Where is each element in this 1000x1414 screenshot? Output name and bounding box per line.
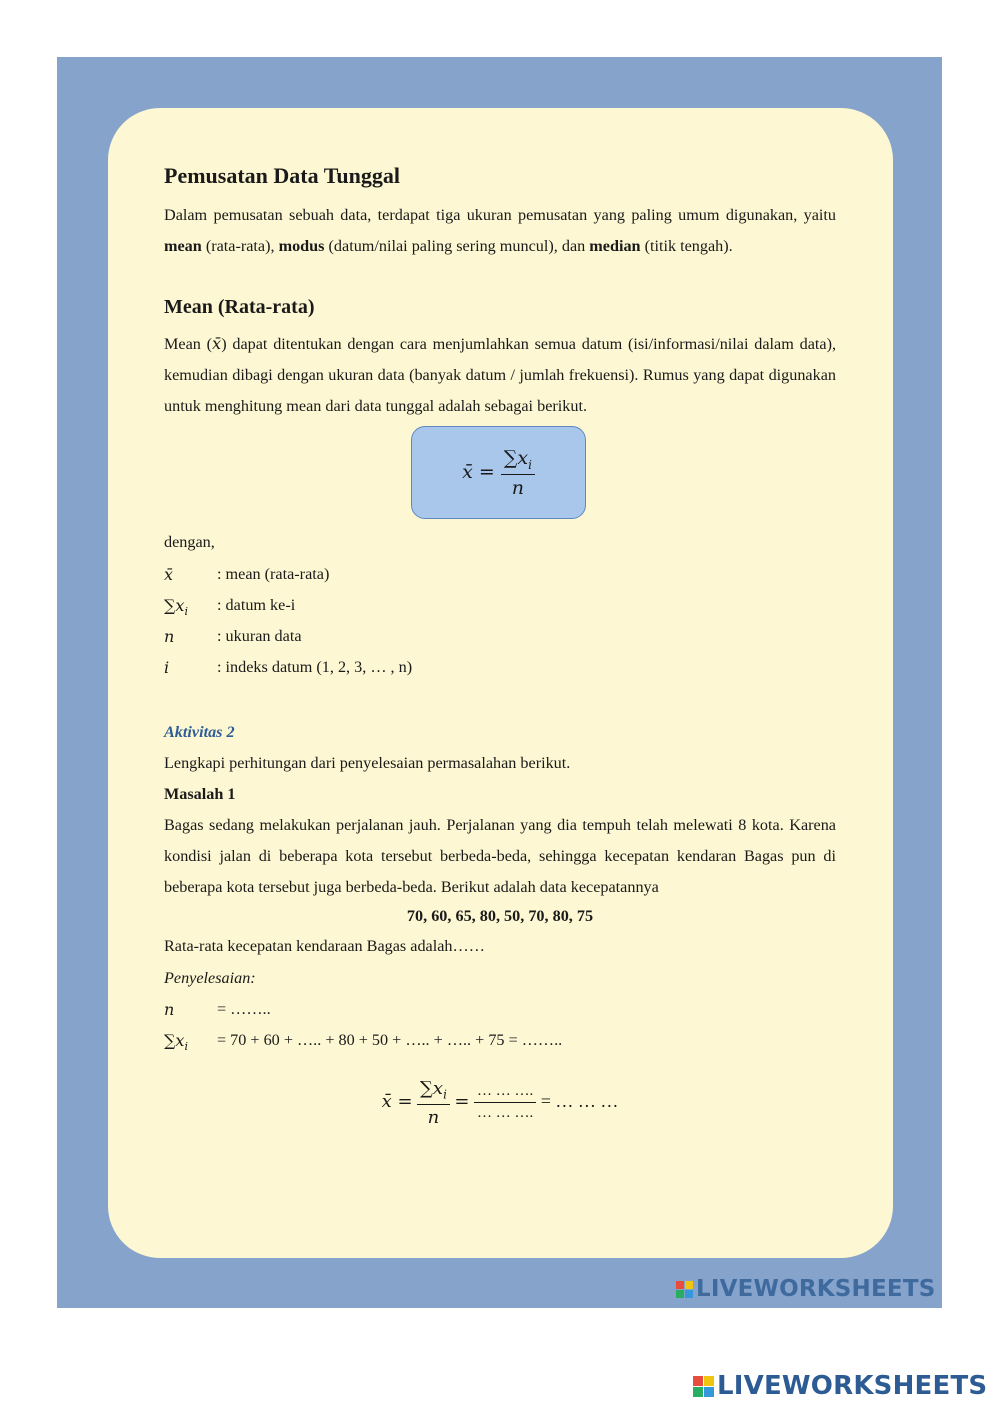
liveworksheets-logo-icon [676, 1281, 693, 1298]
solution-sum-line[interactable]: = 70 + 60 + ….. + 80 + 50 + ….. + ….. + 75 = …….. [217, 1031, 563, 1049]
problem-title: Masalah 1 [164, 785, 236, 803]
solution-n-line[interactable]: = …….. [217, 1000, 271, 1018]
def-symbol-mean: x̄ [164, 565, 174, 584]
activity-title: Aktivitas 2 [164, 723, 235, 741]
def-desc-mean: : mean (rata-rata) [217, 565, 330, 583]
def-desc-n: : ukuran data [217, 627, 302, 645]
intro-paragraph: Dalam pemusatan sebuah data, terdapat tiga ukuran pemusatan yang paling umum digunakan, yaitu mean (rata-rata), modus (datum/nilai paling sering muncul), dan median (titik tengah). [164, 206, 836, 255]
liveworksheets-logo-footer[interactable]: LIVEWORKSHEETS [693, 1371, 987, 1401]
blank-fraction[interactable]: $\frac{\dots \dots \dots.}{\dots \dots \dots.}$ [474, 1083, 536, 1122]
question-text: Rata-rata kecepatan kendaraan Bagas adalah…… [164, 937, 485, 955]
solution-sum-symbol: $\sum x_i$ [164, 1031, 188, 1054]
mean-heading: Mean (Rata-rata) [164, 296, 315, 318]
term-median: median [589, 237, 641, 255]
mean-formula-box [411, 426, 586, 519]
solution-label: Penyelesaian: [164, 969, 256, 987]
definitions-intro: dengan, [164, 533, 215, 551]
def-symbol-i: i [164, 658, 170, 677]
liveworksheets-logo-icon [693, 1376, 714, 1397]
activity-instruction: Lengkapi perhitungan dari penyelesaian permasalahan berikut. [164, 754, 571, 772]
final-result-blank[interactable]: = … … … [540, 1090, 619, 1111]
def-desc-i: : indeks datum (1, 2, 3, … , n) [217, 658, 413, 676]
problem-text: Bagas sedang melakukan perjalanan jauh. Perjalanan yang dia tempuh telah melewati 8 kota. Karena kondisi jalan di beberapa kota tersebut berbeda-beda, sehingga kecepatan kendaran Bagas pun di beberapa kota tersebut juga berbeda-beda. Berikut adalah data kecepatannya [164, 816, 836, 896]
speed-data: 70, 60, 65, 80, 50, 70, 80, 75 [406, 907, 594, 925]
def-desc-sum: : datum ke-i [217, 596, 296, 614]
mean-paragraph: Mean (x̄) dapat ditentukan dengan cara menjumlahkan semua datum (isi/informasi/nilai dalam data), kemudian dibagi dengan ukuran data (banyak datum / jumlah frekuensi). Rumus yang dapat digunakan untuk menghitung mean dari data tunggal adalah sebagai berikut. [164, 334, 837, 415]
liveworksheets-logo-inner: LIVEWORKSHEETS [676, 1276, 935, 1302]
def-symbol-sum: $\sum x_i$ [164, 596, 188, 619]
def-symbol-n: n [164, 627, 175, 646]
term-modus: modus [278, 237, 325, 255]
page-title: Pemusatan Data Tunggal [164, 163, 400, 188]
final-formula: x̄ = $\frac{\sum x_i}{n}$ = $\frac{\dots \dots \dots.}{\dots \dots \dots.}$ = … … … [381, 1078, 619, 1128]
term-mean: mean [164, 237, 202, 255]
solution-n-symbol: n [164, 1000, 175, 1019]
mean-formula: x̄ = $\frac{\sum x_i}{n}$ [412, 447, 585, 499]
